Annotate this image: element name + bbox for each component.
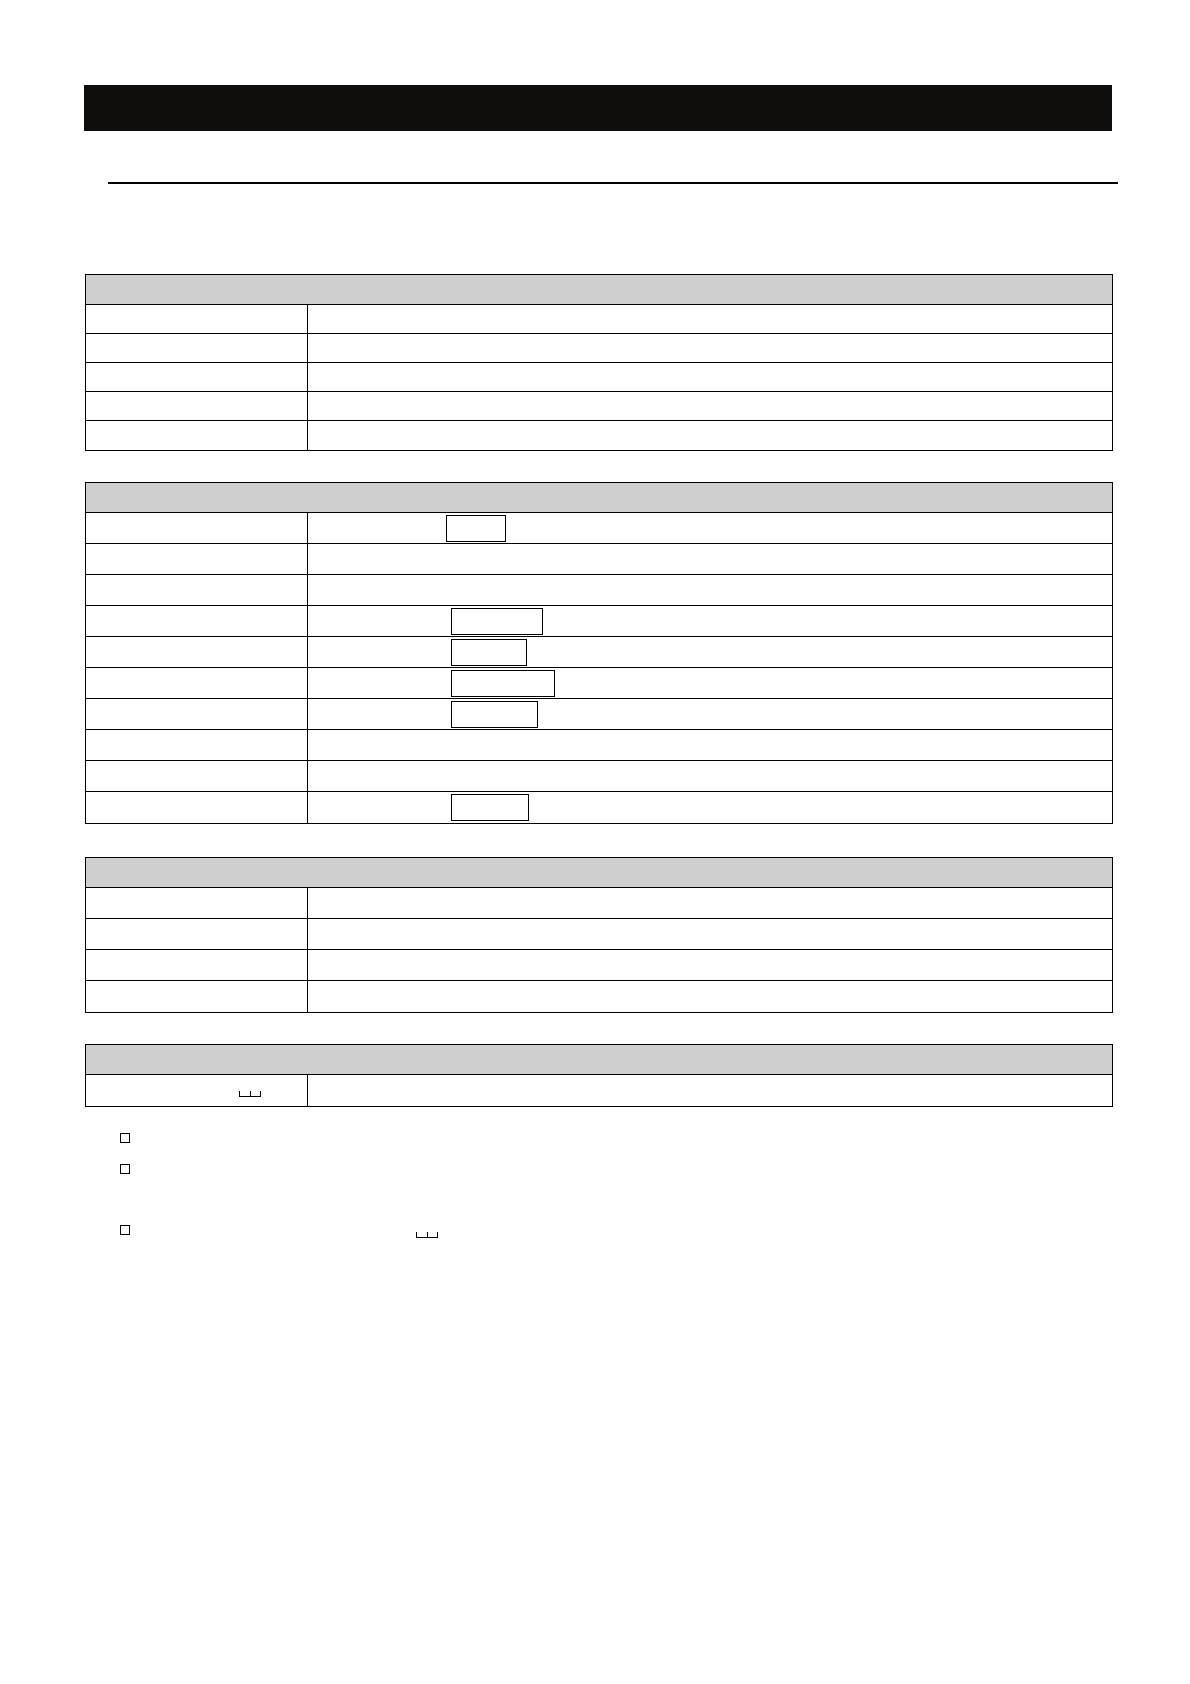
row-value-field[interactable]: [308, 421, 1112, 450]
row-label: [86, 637, 308, 667]
title-bar: [84, 85, 1112, 131]
form-row: [86, 888, 1112, 919]
row-value-field[interactable]: [308, 544, 1112, 574]
row-label: [86, 606, 308, 636]
form-row: [86, 334, 1112, 363]
row-value-field[interactable]: [308, 888, 1112, 918]
form-row: [86, 421, 1112, 450]
row-label: [86, 919, 308, 949]
inline-input-box[interactable]: [451, 670, 555, 697]
row-label: [86, 334, 308, 362]
form-row: [86, 637, 1112, 668]
form-row: [86, 792, 1112, 823]
form-row: [86, 513, 1112, 544]
row-value-field[interactable]: [308, 637, 1112, 667]
row-value-field[interactable]: [308, 334, 1112, 362]
row-label: [86, 575, 308, 605]
row-value-field[interactable]: [308, 668, 1112, 698]
row-label: [86, 363, 308, 391]
form-row: [86, 950, 1112, 981]
row-label: [86, 888, 308, 918]
form-row: [86, 668, 1112, 699]
row-value-field[interactable]: [308, 513, 1112, 543]
row-label: [86, 544, 308, 574]
section-4-header: [86, 1045, 1112, 1075]
row-label: [86, 421, 308, 450]
row-value-field[interactable]: [308, 950, 1112, 980]
form-row: [86, 730, 1112, 761]
row-label: [86, 392, 308, 420]
inline-input-box[interactable]: [451, 701, 538, 728]
row-label: [86, 699, 308, 729]
row-label: [86, 792, 308, 823]
row-label: [86, 730, 308, 760]
row-value-field[interactable]: [308, 363, 1112, 391]
section-3: [85, 857, 1113, 1013]
checkbox-icon[interactable]: [120, 1225, 130, 1235]
row-value-field[interactable]: [308, 305, 1112, 333]
section-1: [85, 274, 1113, 451]
row-value-field[interactable]: [308, 1075, 1112, 1106]
row-value-field[interactable]: [308, 981, 1112, 1012]
form-row: [86, 981, 1112, 1012]
row-value-field[interactable]: [308, 575, 1112, 605]
row-value-field[interactable]: [308, 730, 1112, 760]
form-row: [86, 544, 1112, 575]
row-value-field[interactable]: [308, 761, 1112, 791]
form-row: [86, 919, 1112, 950]
form-row: [86, 363, 1112, 392]
inline-input-box[interactable]: [446, 515, 506, 542]
row-label: [86, 950, 308, 980]
row-value-field[interactable]: [308, 699, 1112, 729]
form-row: [86, 575, 1112, 606]
form-row: [86, 1075, 1112, 1106]
row-label: [86, 1075, 308, 1106]
row-label: [86, 981, 308, 1012]
row-label: [86, 305, 308, 333]
row-label: [86, 761, 308, 791]
form-row: [86, 699, 1112, 730]
checkbox-icon[interactable]: [120, 1164, 130, 1174]
row-label: [86, 513, 308, 543]
inline-input-box[interactable]: [451, 608, 543, 635]
form-row: [86, 606, 1112, 637]
form-row: [86, 305, 1112, 334]
row-label: [86, 668, 308, 698]
row-value-field[interactable]: [308, 392, 1112, 420]
section-3-header: [86, 858, 1112, 888]
inline-input-box[interactable]: [451, 639, 527, 666]
section-2-header: [86, 483, 1112, 513]
space-placeholder-icon: [416, 1232, 438, 1238]
form-row: [86, 392, 1112, 421]
row-value-field[interactable]: [308, 792, 1112, 823]
section-2: [85, 482, 1113, 824]
row-value-field[interactable]: [308, 919, 1112, 949]
form-row: [86, 761, 1112, 792]
title-underline: [108, 182, 1118, 184]
space-placeholder-icon: [239, 1091, 261, 1097]
inline-input-box[interactable]: [451, 794, 529, 821]
row-value-field[interactable]: [308, 606, 1112, 636]
checkbox-icon[interactable]: [120, 1133, 130, 1143]
section-4: [85, 1044, 1113, 1107]
section-1-header: [86, 275, 1112, 305]
